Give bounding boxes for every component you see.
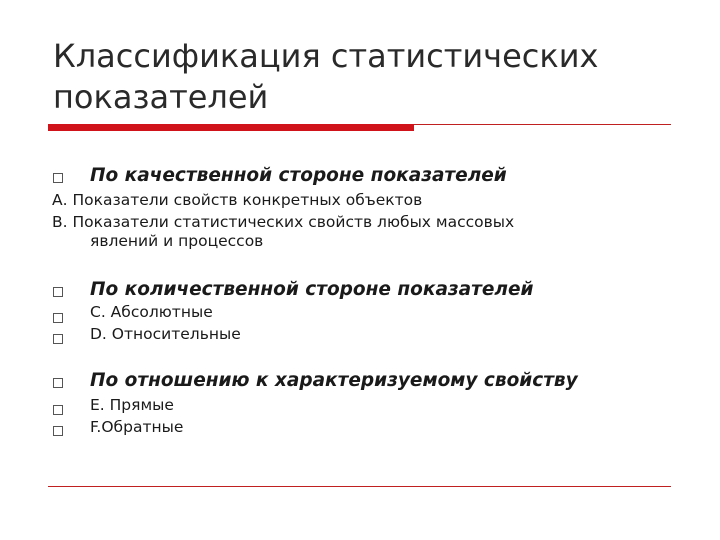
bullet-square-icon [53, 173, 63, 183]
slide-title: Классификация статистических показателей [53, 37, 599, 116]
bullet-square-icon [53, 334, 63, 344]
title-underline-accent [48, 124, 414, 131]
section-heading-relation: По отношению к характеризуемому свойству [90, 370, 578, 391]
list-item: В. Показатели статистических свойств любых массовых [52, 213, 515, 231]
section-heading-quantity: По количественной стороне показателей [90, 279, 534, 300]
list-item: С. Абсолютные [90, 303, 213, 321]
list-item: Е. Прямые [90, 396, 174, 414]
bullet-square-icon [53, 378, 63, 388]
list-item: А. Показатели свойств конкретных объектов [52, 191, 423, 209]
section-heading-quality: По качественной стороне показателей [90, 165, 507, 186]
list-item-continuation: явлений и процессов [90, 232, 264, 250]
bullet-square-icon [53, 287, 63, 297]
footer-divider [48, 486, 671, 487]
bullet-square-icon [53, 405, 63, 415]
bullet-square-icon [53, 313, 63, 323]
list-item: D. Относительные [90, 325, 241, 343]
bullet-square-icon [53, 426, 63, 436]
list-item: F.Обратные [90, 418, 184, 436]
